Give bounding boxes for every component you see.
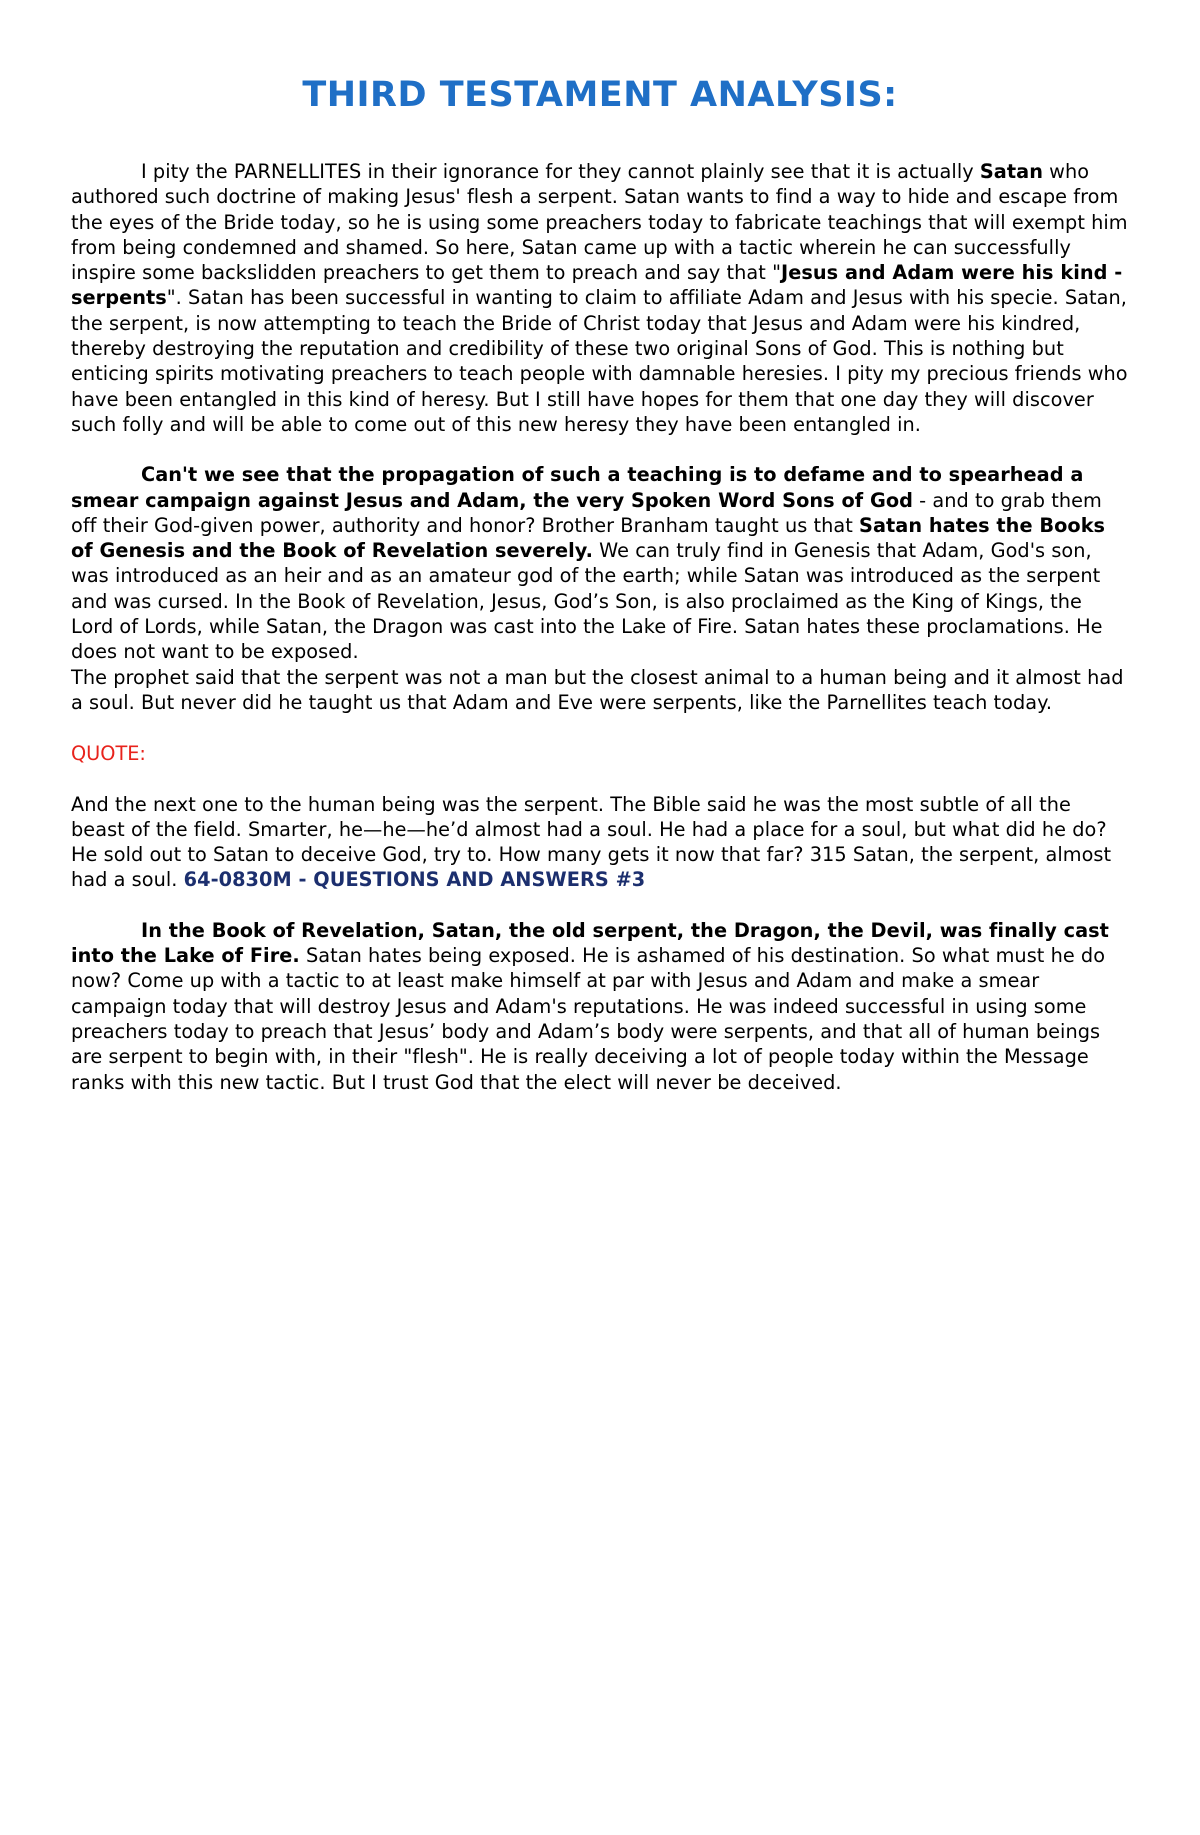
paragraph-intro-bold-1: Satan (979, 160, 1043, 183)
quote-label: QUOTE: (71, 742, 146, 766)
quote-body (71, 792, 1129, 893)
paragraph-intro-text-2: who authored such doctrine of making Jesus' flesh a serpent. Satan wants to find a way to hide and escape from the eyes of the Bride today, so he is using some preachers today to fabricate teachings that will exempt him from being condemned and shamed. So here, Satan came up with a tactic wherein he can successfully inspire some backslidden preachers to get them to preach and say that " (71, 160, 1128, 285)
paragraph-genesis-text-2: We can truly find in Genesis that Adam, God's son, was introduced as an heir and as an amateur god of the earth; while Satan was introduced as the serpent and was cursed. In the Book of Revelation, Jesus, God’s Son, is also proclaimed as the King of Kings, the Lord of Lords, while Satan, the Dragon was cast into the Lake of Fire. Satan hates these proclamations. He does not want to be exposed. (71, 539, 1103, 664)
paragraph-conclusion (71, 918, 1129, 1095)
paragraph-intro-text-3: ". Satan has been successful in wanting to claim to affiliate Adam and Jesus with his specie. Satan, the serpent, is now attempting to teach the Bride of Christ today that Jesus and Adam were his kindred, thereby destroying the reputation and credibility of these two original Sons of God. This is nothing but enticing spirits motivating preachers to teach people with damnable heresies. I pity my precious friends who have been entangled in this kind of heresy. But I still have hopes for them that one day they will discover such folly and will be able to come out of this new heresy they have been entangled in. (71, 286, 1128, 436)
document-page (71, 0, 1129, 1095)
paragraph-prophet: The prophet said that the serpent was not a man but the closest animal to a human being and it almost had a soul. But never did he taught us that Adam and Eve were serpents, like the Parnellites teach today. (71, 665, 1124, 714)
paragraph-intro-bold-2: Jesus and Adam were his kind - serpents (71, 261, 1123, 310)
quote-reference: 64-0830M - QUESTIONS AND ANSWERS #3 (183, 868, 646, 892)
paragraph-conclusion-bold-1: In the Book of Revelation, Satan, the old serpent, the Dragon, the Devil, was finally cast into the Lake of Fire. (71, 918, 1109, 968)
paragraph-conclusion-text-1: Satan hates being exposed. He is ashamed of his destination. So what must he do now? Come up with a tactic to at least make himself at par with Jesus and Adam and make a smear campaign today that will destroy Jesus and Adam's reputations. He was indeed successful in using some preachers today to preach that Jesus’ body and Adam’s body were serpents, and that all of human beings are serpent to begin with, in their "flesh". He is really deceiving a lot of people today within the Message ranks with this new tactic. But I trust God that the elect will never be deceived. (71, 944, 1106, 1094)
page-title: THIRD TESTAMENT ANALYSIS: (302, 75, 898, 115)
paragraph-intro-text-1: I pity the PARNELLITES in their ignorance for they cannot plainly see that it is actually (141, 160, 980, 183)
paragraph-intro (71, 159, 1129, 437)
paragraph-genesis-revelation (71, 462, 1129, 664)
paragraph-genesis-text-1: - and to grab them off their God-given power, authority and honor? Brother Branham taught us that (71, 488, 1102, 537)
paragraph-genesis-bold-1: Can't we see that the propagation of such a teaching is to defame and to spearhead a smear campaign against Jesus and Adam, the very Spoken Word Sons of God (71, 463, 1084, 512)
paragraph-genesis-bold-2: Satan hates the Books of Genesis and the Book of Revelation severely. (71, 513, 1106, 563)
quote-text: And the next one to the human being was the serpent. The Bible said he was the most subtle of all the beast of the field. Smarter, he—he—he’d almost had a soul. He had a place for a soul, but what did he do? He sold out to Satan to deceive God, try to. How many gets it now that far? 315 Satan, the serpent, almost had a soul. (71, 792, 1112, 892)
